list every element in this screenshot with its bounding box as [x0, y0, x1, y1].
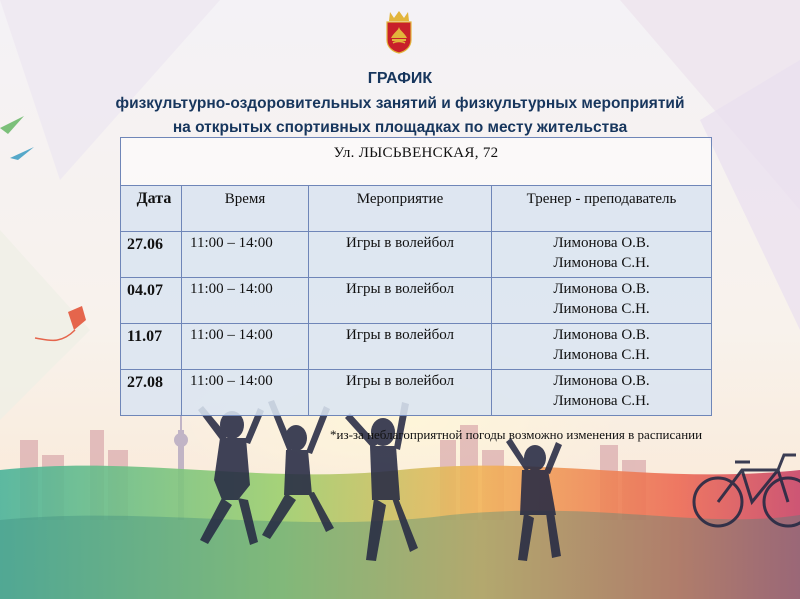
trainer-name: Лимонова О.В.	[553, 327, 650, 343]
table-row	[121, 278, 712, 324]
trainer-name: Лимонова С.Н.	[553, 301, 650, 317]
time-cell: 11:00 – 14:00	[182, 370, 309, 416]
page-subtitle-line1: физкультурно-оздоровительных занятий и физкультурных мероприятий	[115, 95, 685, 112]
trainer-name: Лимонова С.Н.	[553, 393, 650, 409]
trainer-cell	[492, 232, 712, 278]
coat-of-arms-emblem	[384, 10, 414, 54]
schedule-table	[120, 137, 712, 416]
event-cell: Игры в волейбол	[309, 278, 492, 324]
event-cell: Игры в волейбол	[309, 370, 492, 416]
column-header-date: Дата	[121, 186, 182, 232]
time-cell: 11:00 – 14:00	[182, 232, 309, 278]
page-title: ГРАФИК	[367, 70, 433, 87]
trainer-name: Лимонова С.Н.	[553, 255, 650, 271]
trainer-name: Лимонова С.Н.	[553, 347, 650, 363]
event-cell: Игры в волейбол	[309, 232, 492, 278]
time-cell: 11:00 – 14:00	[182, 278, 309, 324]
table-header-row	[121, 186, 712, 232]
column-header-trainer: Тренер - преподаватель	[492, 186, 712, 232]
date-cell: 04.07	[121, 278, 182, 324]
location-row	[121, 138, 712, 186]
table-row	[121, 370, 712, 416]
time-cell: 11:00 – 14:00	[182, 324, 309, 370]
table-row	[121, 324, 712, 370]
trainer-name: Лимонова О.В.	[553, 281, 650, 297]
trainer-name: Лимонова О.В.	[553, 235, 650, 251]
event-cell: Игры в волейбол	[309, 324, 492, 370]
location-cell: Ул. ЛЫСЬВЕНСКАЯ, 72	[121, 138, 712, 186]
trainer-cell	[492, 370, 712, 416]
trainer-cell	[492, 278, 712, 324]
date-cell: 11.07	[121, 324, 182, 370]
schedule-footnote: *из-за неблагоприятной погоды возможно изменения в расписании	[330, 427, 703, 442]
table-row	[121, 232, 712, 278]
page-subtitle-line2: на открытых спортивных площадках по месту жительства	[172, 119, 628, 136]
date-cell: 27.06	[121, 232, 182, 278]
trainer-cell	[492, 324, 712, 370]
trainer-name: Лимонова О.В.	[553, 373, 650, 389]
date-cell: 27.08	[121, 370, 182, 416]
column-header-time: Время	[182, 186, 309, 232]
column-header-event: Мероприятие	[309, 186, 492, 232]
